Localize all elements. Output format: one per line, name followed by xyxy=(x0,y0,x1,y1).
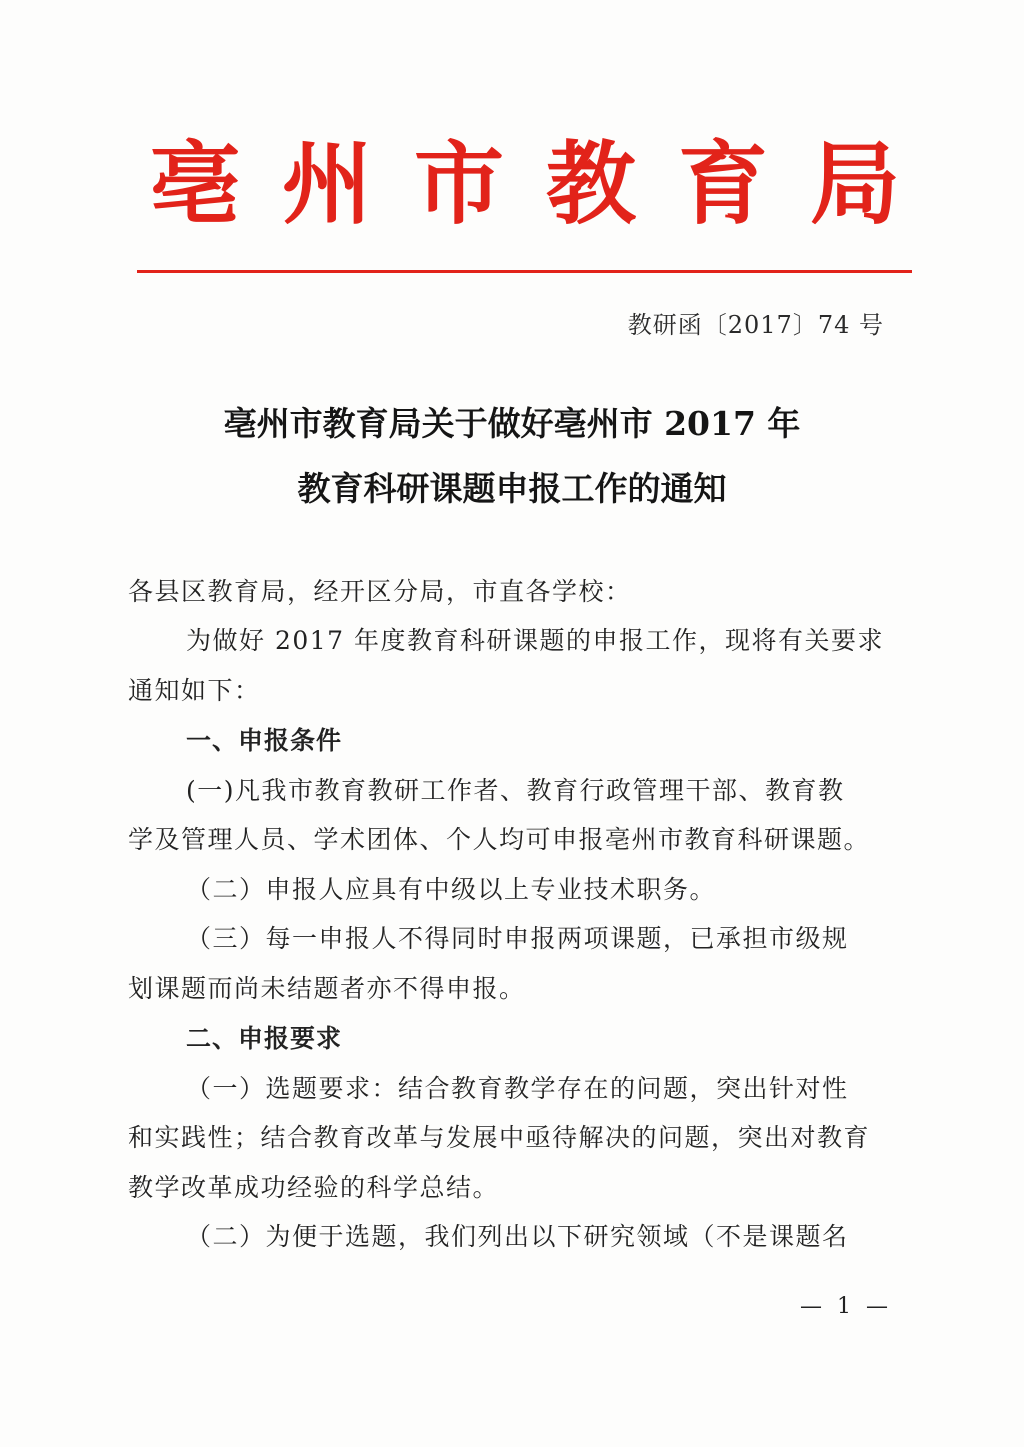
paragraph-line: 学及管理人员、学术团体、个人均可申报亳州市教育科研课题。 xyxy=(128,825,871,854)
paragraph-line: 划课题而尚未结题者亦不得申报。 xyxy=(128,974,526,1003)
header-char: 州 xyxy=(282,132,372,237)
paragraph-line: (一)凡我市教育教研工作者、教育行政管理干部、教育教 xyxy=(186,776,845,805)
intro-paragraph-line: 通知如下： xyxy=(128,676,261,705)
section-heading: 一、申报条件 xyxy=(186,726,343,755)
salutation: 各县区教育局，经开区分局，市直各学校： xyxy=(128,577,632,606)
header-divider xyxy=(137,270,912,273)
document-number: 教研函〔2017〕74 号 xyxy=(627,311,884,339)
intro-paragraph-line: 为做好 2017 年度教育科研课题的申报工作，现将有关要求 xyxy=(186,626,885,655)
header-char: 亳 xyxy=(150,132,240,237)
paragraph-line: （二）申报人应具有中级以上专业技术职务。 xyxy=(186,875,717,904)
page-number: — 1 — xyxy=(800,1294,892,1319)
paragraph-line: （二）为便于选题，我们列出以下研究领域（不是课题名 xyxy=(186,1222,849,1251)
issuing-authority-header xyxy=(140,132,910,237)
paragraph-line: （三）每一申报人不得同时申报两项课题，已承担市级规 xyxy=(186,924,849,953)
header-char: 育 xyxy=(678,132,768,237)
paragraph-line: （一）选题要求：结合教育教学存在的问题，突出针对性 xyxy=(186,1074,849,1103)
header-char: 局 xyxy=(810,132,900,237)
section-heading: 二、申报要求 xyxy=(186,1024,343,1053)
header-char: 教 xyxy=(546,132,636,237)
header-char: 市 xyxy=(414,132,504,237)
paragraph-line: 和实践性；结合教育改革与发展中亟待解决的问题，突出对教育 xyxy=(128,1123,871,1152)
document-title-line-2: 教育科研课题申报工作的通知 xyxy=(297,469,727,508)
document-title-line-1: 亳州市教育局关于做好亳州市 2017 年 xyxy=(223,404,801,443)
paragraph-line: 教学改革成功经验的科学总结。 xyxy=(128,1173,500,1202)
